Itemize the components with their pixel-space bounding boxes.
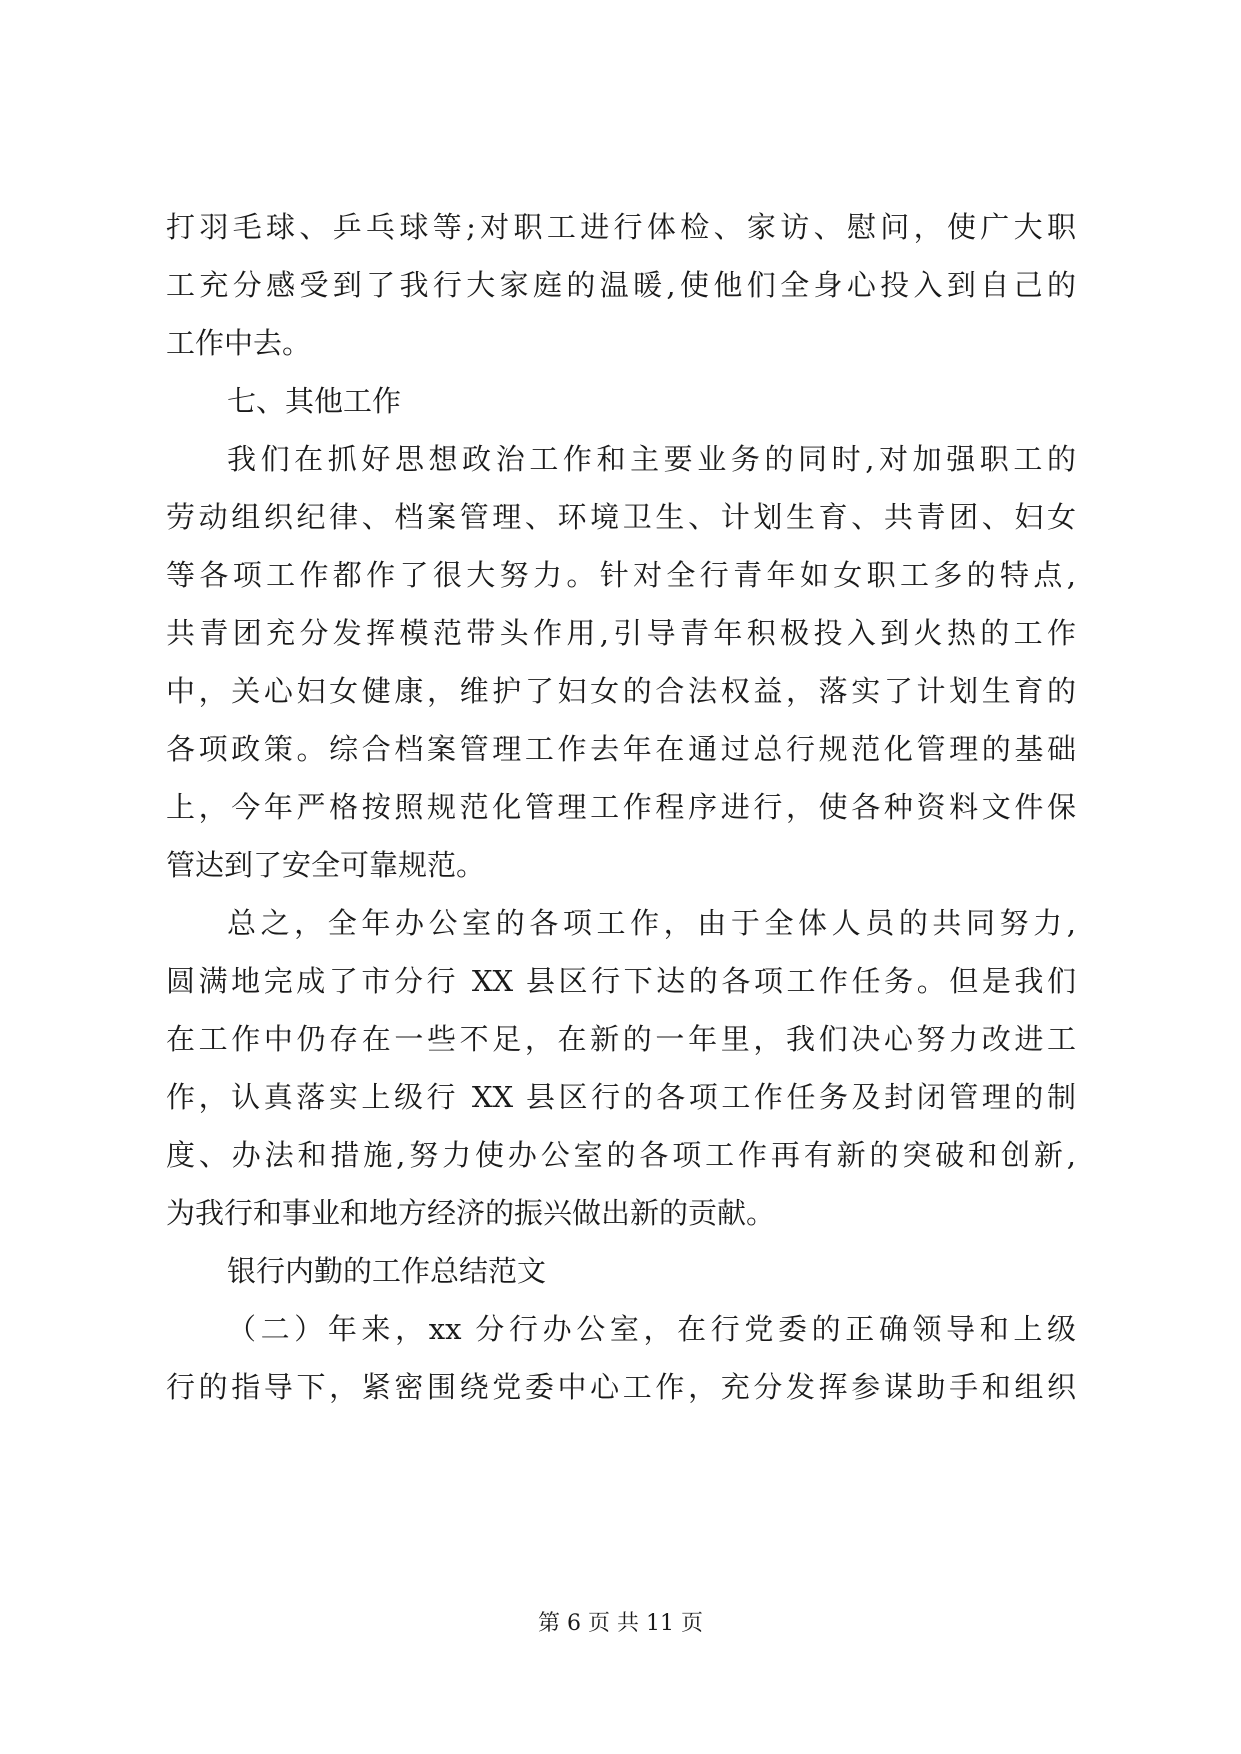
- text-line: 我们在抓好思想政治工作和主要业务的同时,对加强职工的: [227, 442, 1076, 476]
- text-line: 中，关心妇女健康，维护了妇女的合法权益，落实了计划生育的: [166, 674, 1076, 708]
- text-line: 圆满地完成了市分行 XX 县区行下达的各项工作任务。但是我们: [166, 964, 1076, 998]
- section-heading: 七、其他工作: [227, 384, 402, 418]
- text-line: 总之，全年办公室的各项工作，由于全体人员的共同努力,: [227, 906, 1076, 940]
- text-line: （二）年来，xx 分行办公室，在行党委的正确领导和上级: [227, 1312, 1076, 1346]
- text-line: 上，今年严格按照规范化管理工作程序进行，使各种资料文件保: [166, 790, 1076, 824]
- text-line: 各项政策。综合档案管理工作去年在通过总行规范化管理的基础: [166, 732, 1076, 766]
- text-line: 作，认真落实上级行 XX 县区行的各项工作任务及封闭管理的制: [166, 1080, 1076, 1114]
- text-line: 工作中去。: [166, 326, 312, 360]
- page-footer: 第 6 页 共 11 页: [538, 1611, 703, 1636]
- text-line: 行的指导下，紧密围绕党委中心工作，充分发挥参谋助手和组织: [166, 1370, 1076, 1404]
- text-line: 劳动组织纪律、档案管理、环境卫生、计划生育、共青团、妇女: [166, 500, 1076, 534]
- section-heading: 银行内勤的工作总结范文: [227, 1254, 547, 1288]
- text-line: 为我行和事业和地方经济的振兴做出新的贡献。: [166, 1196, 776, 1230]
- text-line: 在工作中仍存在一些不足，在新的一年里，我们决心努力改进工: [166, 1022, 1076, 1056]
- text-line: 等各项工作都作了很大努力。针对全行青年如女职工多的特点,: [166, 558, 1076, 592]
- text-line: 打羽毛球、乒乓球等;对职工进行体检、家访、慰问，使广大职: [166, 210, 1076, 244]
- text-line: 共青团充分发挥模范带头作用,引导青年积极投入到火热的工作: [166, 616, 1076, 650]
- text-line: 度、办法和措施,努力使办公室的各项工作再有新的突破和创新,: [166, 1138, 1076, 1172]
- text-line: 管达到了安全可靠规范。: [166, 848, 486, 882]
- text-line: 工充分感受到了我行大家庭的温暖,使他们全身心投入到自己的: [166, 268, 1076, 302]
